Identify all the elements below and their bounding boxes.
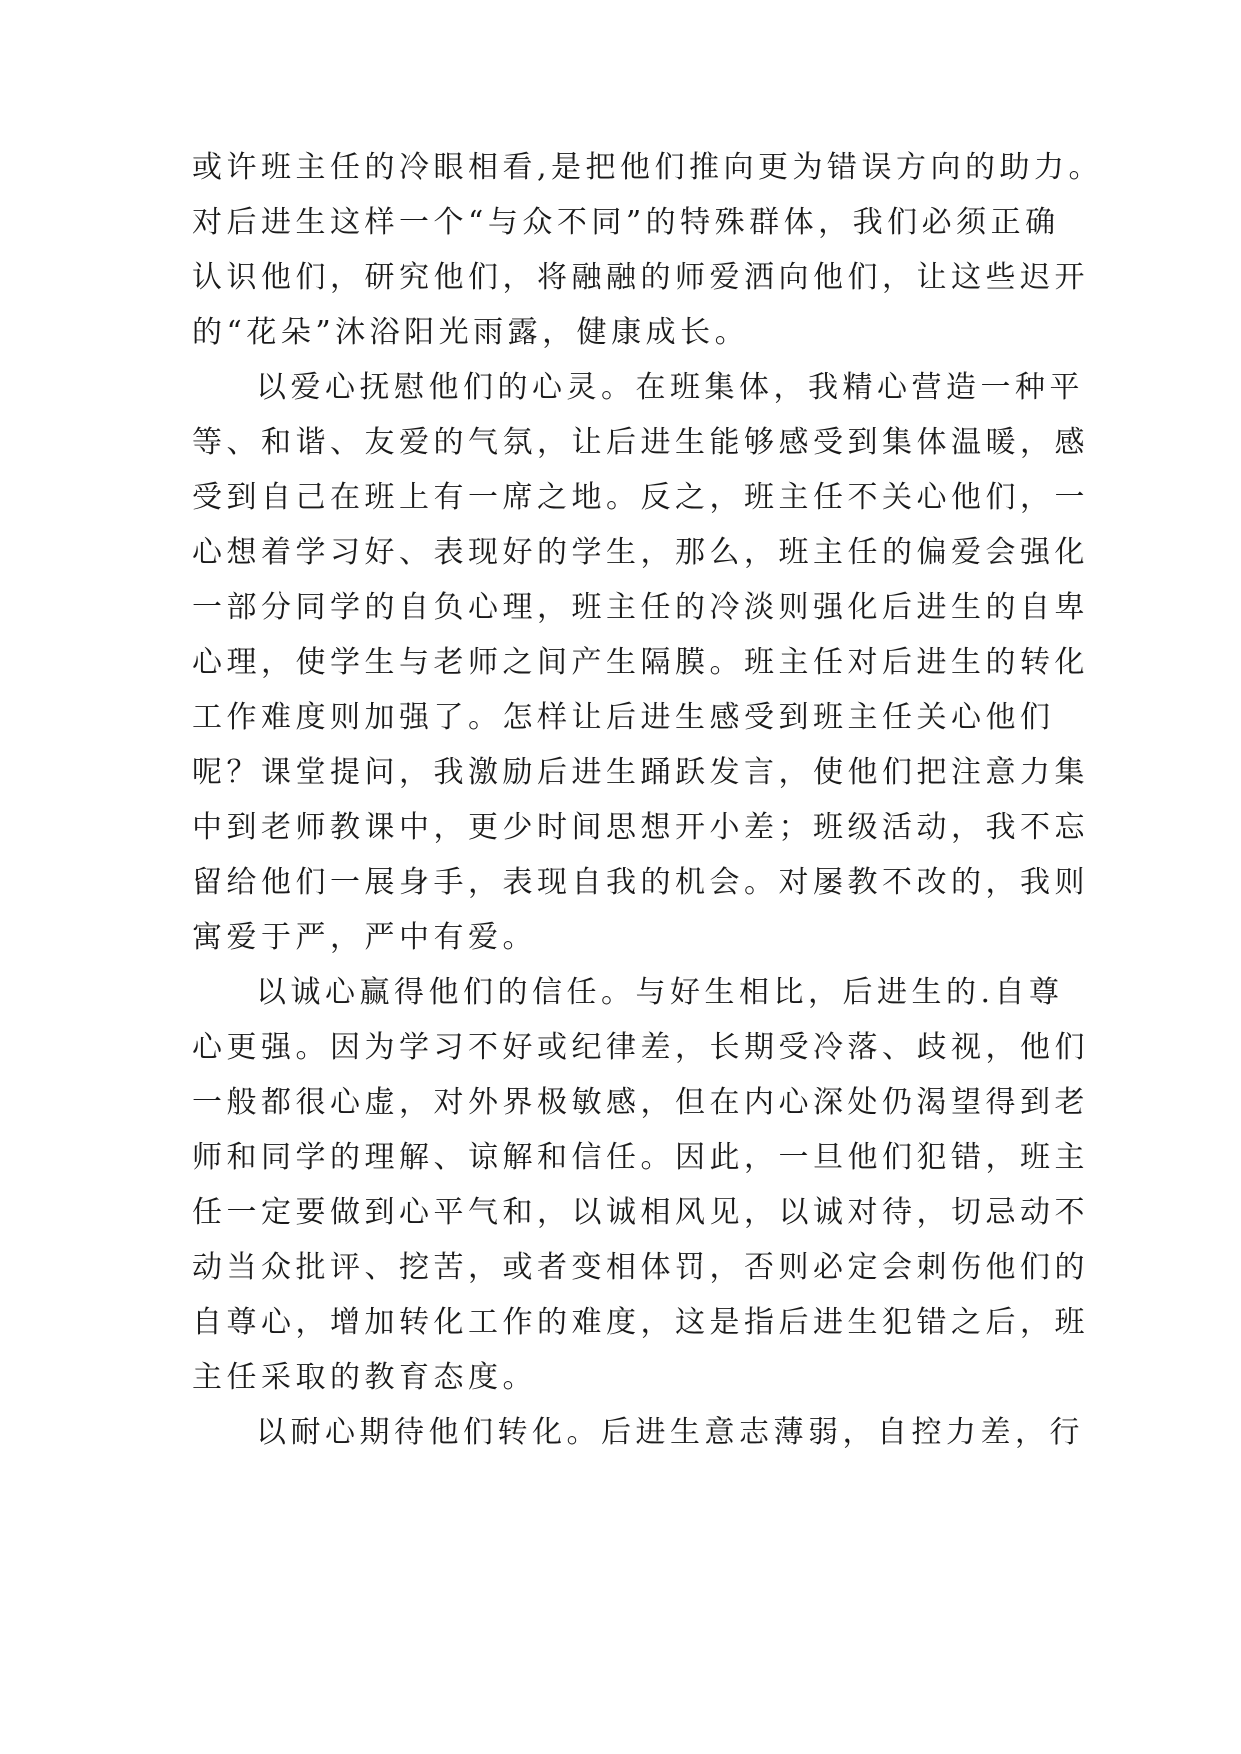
text-line: 主任采取的教育态度。 — [192, 1360, 537, 1395]
paragraph-start-line: 以爱心抚慰他们的心灵。在班集体，我精心营造一种平 — [256, 370, 1084, 405]
text-line: 认识他们，研究他们，将融融的师爱洒向他们，让这些迟开 — [192, 260, 1089, 295]
text-line: 留给他们一展身手，表现自我的机会。对屡教不改的，我则 — [192, 865, 1089, 900]
text-line: 受到自己在班上有一席之地。反之，班主任不关心他们，一 — [192, 480, 1089, 515]
text-line: 中到老师教课中，更少时间思想开小差；班级活动，我不忘 — [192, 810, 1089, 845]
text-line: 心理，使学生与老师之间产生隔膜。班主任对后进生的转化 — [192, 645, 1089, 680]
text-line: 的“花朵”沐浴阳光雨露，健康成长。 — [192, 315, 750, 350]
text-line: 寓爱于严，严中有爱。 — [192, 920, 537, 955]
text-line: 一般都很心虚，对外界极敏感，但在内心深处仍渴望得到老 — [192, 1085, 1089, 1120]
text-line: 师和同学的理解、谅解和信任。因此，一旦他们犯错，班主 — [192, 1140, 1089, 1175]
text-line: 或许班主任的冷眼相看,是把他们推向更为错误方向的助力。 — [192, 150, 1104, 185]
text-line: 对后进生这样一个“与众不同”的特殊群体，我们必须正确 — [192, 205, 1060, 240]
text-line: 等、和谐、友爱的气氛，让后进生能够感受到集体温暖，感 — [192, 425, 1089, 460]
text-line: 动当众批评、挖苦，或者变相体罚，否则必定会刺伤他们的 — [192, 1250, 1089, 1285]
text-line: 自尊心，增加转化工作的难度，这是指后进生犯错之后，班 — [192, 1305, 1089, 1340]
paragraph-start-line: 以诚心赢得他们的信任。与好生相比，后进生的.自尊 — [256, 975, 1064, 1010]
text-line: 任一定要做到心平气和，以诚相风见，以诚对待，切忌动不 — [192, 1195, 1089, 1230]
text-line: 心更强。因为学习不好或纪律差，长期受冷落、歧视，他们 — [192, 1030, 1089, 1065]
paragraph-start-line: 以耐心期待他们转化。后进生意志薄弱，自控力差，行 — [256, 1415, 1084, 1450]
text-line: 工作难度则加强了。怎样让后进生感受到班主任关心他们 — [192, 700, 1055, 735]
text-line: 一部分同学的自负心理，班主任的冷淡则强化后进生的自卑 — [192, 590, 1089, 625]
text-line: 呢？课堂提问，我激励后进生踊跃发言，使他们把注意力集 — [192, 755, 1089, 790]
text-line: 心想着学习好、表现好的学生，那么，班主任的偏爱会强化 — [192, 535, 1089, 570]
